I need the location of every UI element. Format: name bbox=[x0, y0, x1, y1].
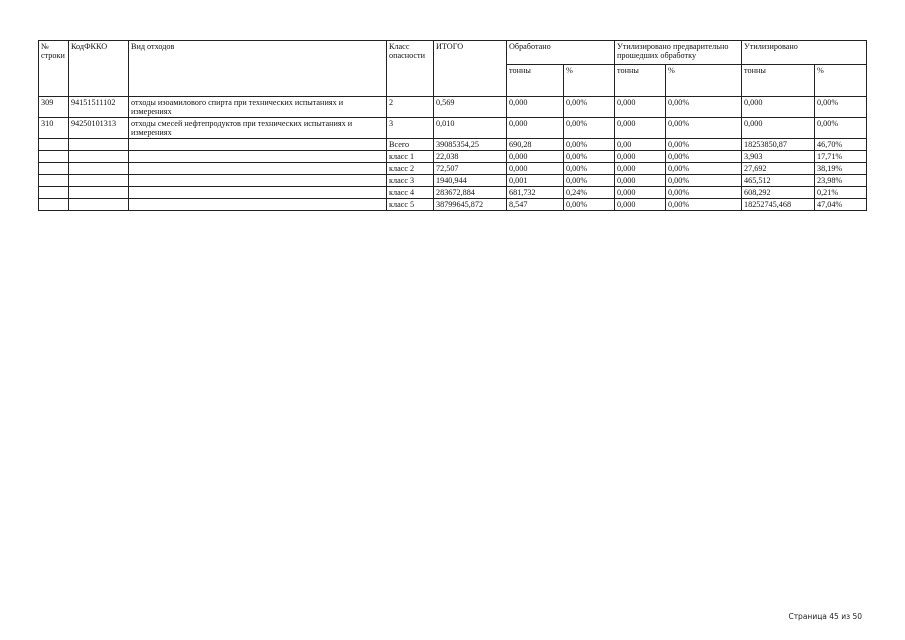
header-utilized: Утилизировано bbox=[742, 41, 867, 65]
summary-utilized-tonnes: 465,512 bbox=[742, 175, 815, 187]
summary-total: 39085354,25 bbox=[434, 139, 507, 151]
summary-total: 72,507 bbox=[434, 163, 507, 175]
empty-cell bbox=[39, 199, 69, 211]
utilized-tonnes: 0,000 bbox=[742, 97, 815, 118]
summary-utilized-percent: 46,70% bbox=[815, 139, 867, 151]
total-value: 0,010 bbox=[434, 118, 507, 139]
summary-utilized-tonnes: 18253850,87 bbox=[742, 139, 815, 151]
header-row-number: № строки bbox=[39, 41, 69, 97]
hazard-class: 2 bbox=[387, 97, 434, 118]
header-utilized-after-processing: Утилизировано предварительно прошедших обработку bbox=[615, 41, 742, 65]
summary-util-prev-percent: 0,00% bbox=[666, 139, 742, 151]
empty-cell bbox=[39, 175, 69, 187]
summary-util-prev-tonnes: 0,000 bbox=[615, 151, 666, 163]
row-number: 309 bbox=[39, 97, 69, 118]
table-row bbox=[39, 97, 867, 118]
header-util-prev-tonnes: тонны bbox=[615, 65, 666, 97]
summary-row bbox=[39, 151, 867, 163]
summary-row bbox=[39, 175, 867, 187]
utilized-percent: 0,00% bbox=[815, 97, 867, 118]
summary-label: Всего bbox=[387, 139, 434, 151]
empty-cell bbox=[39, 187, 69, 199]
empty-cell bbox=[69, 151, 129, 163]
summary-row bbox=[39, 199, 867, 211]
summary-utilized-tonnes: 608,292 bbox=[742, 187, 815, 199]
header-utilized-tonnes: тонны bbox=[742, 65, 815, 97]
summary-util-prev-percent: 0,00% bbox=[666, 187, 742, 199]
header-processed-tonnes: тонны bbox=[507, 65, 564, 97]
summary-processed-tonnes: 0,000 bbox=[507, 151, 564, 163]
summary-processed-tonnes: 8,547 bbox=[507, 199, 564, 211]
summary-utilized-percent: 17,71% bbox=[815, 151, 867, 163]
summary-util-prev-tonnes: 0,000 bbox=[615, 199, 666, 211]
summary-util-prev-percent: 0,00% bbox=[666, 163, 742, 175]
summary-utilized-tonnes: 18252745,468 bbox=[742, 199, 815, 211]
empty-cell bbox=[129, 175, 387, 187]
summary-processed-percent: 0,00% bbox=[564, 175, 615, 187]
total-value: 0,569 bbox=[434, 97, 507, 118]
empty-cell bbox=[129, 199, 387, 211]
fkko-code: 94151511102 bbox=[69, 97, 129, 118]
util-prev-percent: 0,00% bbox=[666, 97, 742, 118]
summary-label: класс 2 bbox=[387, 163, 434, 175]
summary-utilized-percent: 47,04% bbox=[815, 199, 867, 211]
utilized-percent: 0,00% bbox=[815, 118, 867, 139]
header-utilized-percent: % bbox=[815, 65, 867, 97]
row-number: 310 bbox=[39, 118, 69, 139]
summary-util-prev-percent: 0,00% bbox=[666, 199, 742, 211]
summary-utilized-percent: 38,19% bbox=[815, 163, 867, 175]
fkko-code: 94250101313 bbox=[69, 118, 129, 139]
processed-tonnes: 0,000 bbox=[507, 97, 564, 118]
table-header-row bbox=[39, 41, 867, 65]
summary-utilized-tonnes: 3,903 bbox=[742, 151, 815, 163]
waste-name: отходы изоамилового спирта при технических испытаниях и измерениях bbox=[129, 97, 387, 118]
util-prev-percent: 0,00% bbox=[666, 118, 742, 139]
summary-total: 38799645,872 bbox=[434, 199, 507, 211]
summary-util-prev-tonnes: 0,000 bbox=[615, 175, 666, 187]
summary-label: класс 4 bbox=[387, 187, 434, 199]
processed-percent: 0,00% bbox=[564, 97, 615, 118]
util-prev-tonnes: 0,000 bbox=[615, 118, 666, 139]
empty-cell bbox=[69, 187, 129, 199]
waste-name: отходы смесей нефтепродуктов при технических испытаниях и измерениях bbox=[129, 118, 387, 139]
summary-utilized-percent: 23,98% bbox=[815, 175, 867, 187]
summary-util-prev-percent: 0,00% bbox=[666, 175, 742, 187]
empty-cell bbox=[129, 151, 387, 163]
summary-processed-tonnes: 690,28 bbox=[507, 139, 564, 151]
util-prev-tonnes: 0,000 bbox=[615, 97, 666, 118]
summary-label: класс 3 bbox=[387, 175, 434, 187]
page-number: Страница 45 из 50 bbox=[788, 612, 862, 621]
summary-processed-percent: 0,00% bbox=[564, 163, 615, 175]
summary-processed-percent: 0,00% bbox=[564, 139, 615, 151]
summary-processed-percent: 0,24% bbox=[564, 187, 615, 199]
summary-util-prev-tonnes: 0,00 bbox=[615, 139, 666, 151]
hazard-class: 3 bbox=[387, 118, 434, 139]
summary-processed-percent: 0,00% bbox=[564, 151, 615, 163]
header-processed: Обработано bbox=[507, 41, 615, 65]
header-waste-type: Вид отходов bbox=[129, 41, 387, 97]
header-total: ИТОГО bbox=[434, 41, 507, 97]
empty-cell bbox=[129, 139, 387, 151]
empty-cell bbox=[69, 139, 129, 151]
summary-total: 1940,944 bbox=[434, 175, 507, 187]
summary-label: класс 5 bbox=[387, 199, 434, 211]
summary-util-prev-tonnes: 0,000 bbox=[615, 163, 666, 175]
empty-cell bbox=[129, 187, 387, 199]
summary-total: 22,038 bbox=[434, 151, 507, 163]
summary-processed-tonnes: 681,732 bbox=[507, 187, 564, 199]
summary-util-prev-tonnes: 0,000 bbox=[615, 187, 666, 199]
processed-tonnes: 0,000 bbox=[507, 118, 564, 139]
utilized-tonnes: 0,000 bbox=[742, 118, 815, 139]
header-util-prev-percent: % bbox=[666, 65, 742, 97]
empty-cell bbox=[39, 139, 69, 151]
summary-utilized-percent: 0,21% bbox=[815, 187, 867, 199]
empty-cell bbox=[39, 151, 69, 163]
header-fkko-code: КодФККО bbox=[69, 41, 129, 97]
waste-report-table bbox=[38, 40, 867, 211]
summary-utilized-tonnes: 27,692 bbox=[742, 163, 815, 175]
empty-cell bbox=[129, 163, 387, 175]
summary-util-prev-percent: 0,00% bbox=[666, 151, 742, 163]
summary-processed-percent: 0,00% bbox=[564, 199, 615, 211]
header-processed-percent: % bbox=[564, 65, 615, 97]
summary-processed-tonnes: 0,001 bbox=[507, 175, 564, 187]
table-row bbox=[39, 118, 867, 139]
empty-cell bbox=[69, 163, 129, 175]
empty-cell bbox=[39, 163, 69, 175]
empty-cell bbox=[69, 175, 129, 187]
summary-total: 283672,884 bbox=[434, 187, 507, 199]
header-hazard-class: Класс опасности bbox=[387, 41, 434, 97]
summary-processed-tonnes: 0,000 bbox=[507, 163, 564, 175]
summary-row bbox=[39, 139, 867, 151]
summary-label: класс 1 bbox=[387, 151, 434, 163]
processed-percent: 0,00% bbox=[564, 118, 615, 139]
empty-cell bbox=[69, 199, 129, 211]
summary-row bbox=[39, 163, 867, 175]
summary-row bbox=[39, 187, 867, 199]
